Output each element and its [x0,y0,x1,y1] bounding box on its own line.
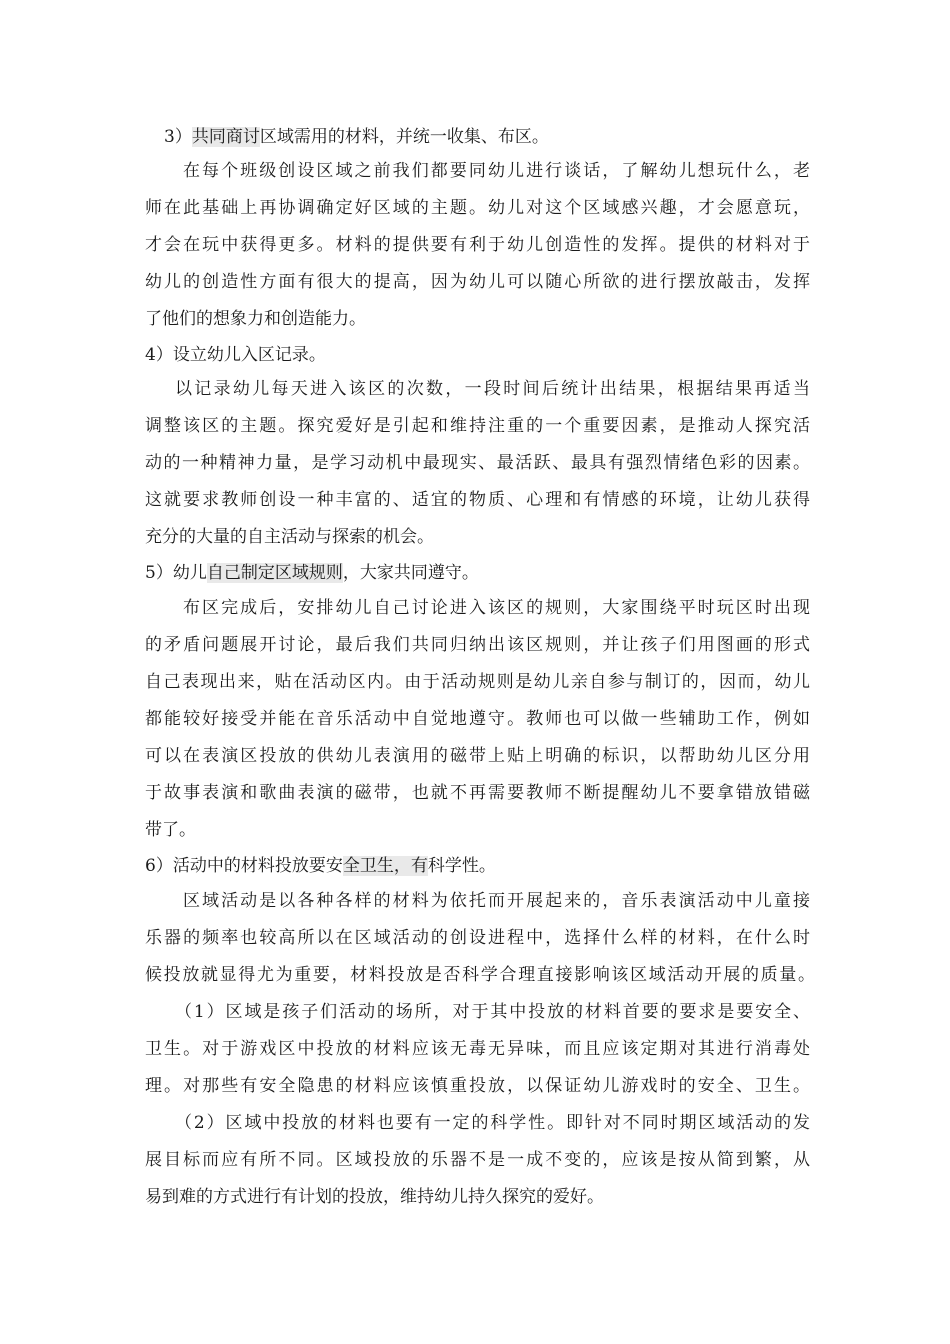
paragraph-line: 布区完成后，安排幼儿自己讨论进入该区的规则，大家围绕平时玩区时出现 [183,598,810,618]
paragraph-line: 幼儿的创造性方面有很大的提高，因为幼儿可以随心所欲的进行摆放敲击，发挥 [145,272,810,292]
paragraph-line: 理。对那些有安全隐患的材料应该慎重投放，以保证幼儿游戏时的安全、卫生。 [145,1076,810,1096]
paragraph-line: 了他们的想象力和创造能力。 [145,309,366,329]
paragraph-line: 在每个班级创设区域之前我们都要同幼儿进行谈话，了解幼儿想玩什么，老 [183,161,810,181]
paragraph-line: 师在此基础上再协调确定好区域的主题。幼儿对这个区域感兴趣，才会愿意玩， [145,198,810,218]
heading-3-rest: 区域需用的材料，并统一收集、布区。 [259,127,549,147]
paragraph-line: 于故事表演和歌曲表演的磁带，也就不再需要教师不断提醒幼儿不要拿错放错磁 [145,783,810,803]
paragraph-line: 区域活动是以各种各样的材料为依托而开展起来的，音乐表演活动中儿童接 [183,891,810,911]
paragraph-line: （2）区域中投放的材料也要有一定的科学性。即针对不同时期区域活动的发 [175,1113,810,1133]
paragraph-line: 都能较好接受并能在音乐活动中自觉地遵守。教师也可以做一些辅助工作，例如 [145,709,810,729]
paragraph-line: 带了。 [145,820,196,840]
paragraph-line: 动的一种精神力量，是学习动机中最现实、最活跃、最具有强烈情绪色彩的因素。 [145,453,810,473]
paragraph-line: 可以在表演区投放的供幼儿表演用的磁带上贴上明确的标识，以帮助幼儿区分用 [145,746,810,766]
paragraph-line: 以记录幼儿每天进入该区的次数，一段时间后统计出结果，根据结果再适当 [175,379,810,399]
heading-5 [145,562,810,584]
paragraph-line: 调整该区的主题。探究爱好是引起和维持注重的一个重要因素，是推动人探究活 [145,416,810,436]
paragraph-line: 易到难的方式进行有计划的投放，维持幼儿持久探究的爱好。 [145,1187,604,1207]
paragraph-line: 自己表现出来，贴在活动区内。由于活动规则是幼儿亲自参与制订的，因而，幼儿 [145,672,810,692]
heading-3 [164,126,829,148]
paragraph-line: 这就要求教师创设一种丰富的、适宜的物质、心理和有情感的环境，让幼儿获得 [145,490,810,510]
heading-4: 4）设立幼儿入区记录。 [145,345,326,365]
heading-5-prefix: 5）幼儿 [145,563,207,583]
heading-6-prefix: 6）活动中的材料投放要安 [145,856,343,876]
paragraph-line: 的矛盾问题展开讨论，最后我们共同归纳出该区规则，并让孩子们用图画的形式 [145,635,810,655]
heading-6 [145,855,810,877]
paragraph-line: 卫生。对于游戏区中投放的材料应该无毒无异味，而且应该定期对其进行消毒处 [145,1039,810,1059]
paragraph-line: 候投放就显得尤为重要，材料投放是否科学合理直接影响该区域活动开展的质量。 [145,965,815,985]
paragraph-line: 乐器的频率也较高所以在区域活动的创设进程中，选择什么样的材料，在什么时 [145,928,810,948]
heading-3-prefix: 3） [164,127,192,147]
heading-6-rest: 科学性。 [427,856,496,876]
heading-3-highlight: 共同商讨 [191,127,260,147]
paragraph-line: 展目标而应有所不同。区域投放的乐器不是一成不变的，应该是按从简到繁，从 [145,1150,810,1170]
paragraph-line: （1）区域是孩子们活动的场所，对于其中投放的材料首要的要求是要安全、 [175,1002,810,1022]
heading-5-rest: ，大家共同遵守。 [342,563,479,583]
paragraph-line: 才会在玩中获得更多。材料的提供要有利于幼儿创造性的发挥。提供的材料对于 [145,235,810,255]
heading-5-highlight: 自己制定区域规则 [206,563,343,583]
heading-6-highlight: 全卫生，有 [342,856,428,876]
paragraph-line: 充分的大量的自主活动与探索的机会。 [145,527,434,547]
